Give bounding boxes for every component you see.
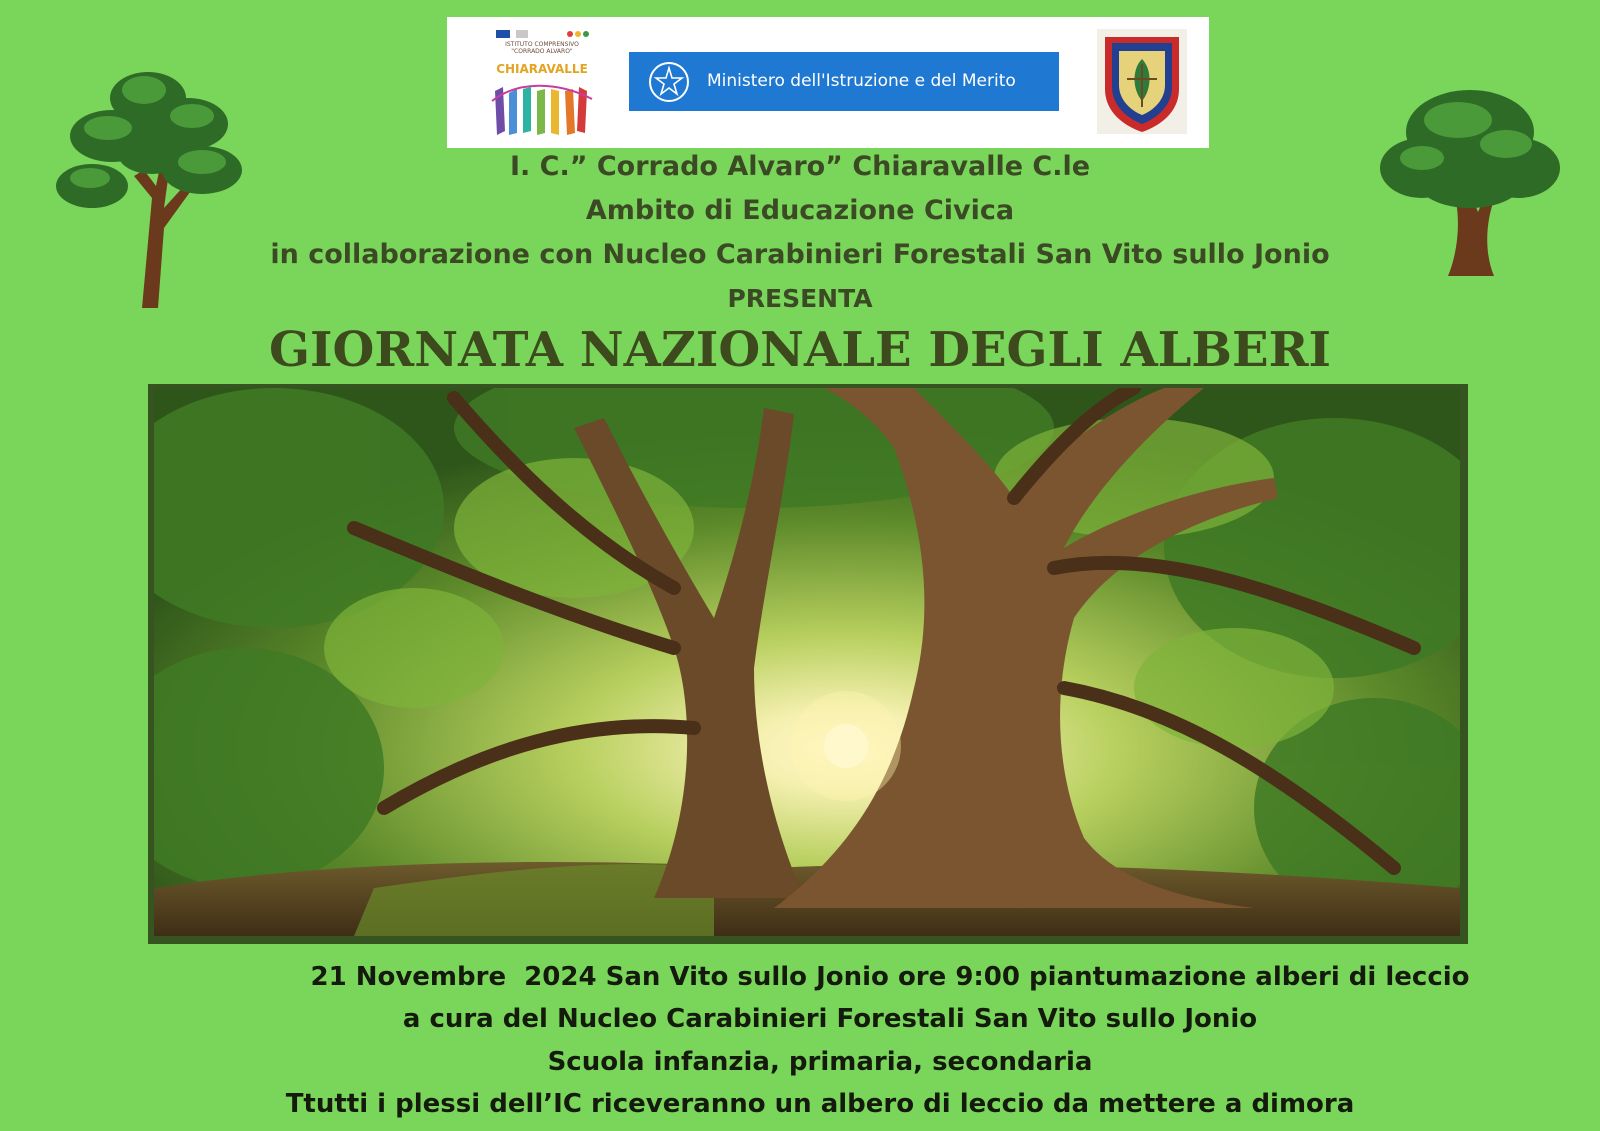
italian-republic-emblem-icon [647,60,691,104]
school-logo [487,29,597,137]
event-title: GIORNATA NAZIONALE DEGLI ALBERI [269,322,1331,378]
ministry-logo [629,52,1059,111]
organizer-line: I. C.” Corrado Alvaro” Chiaravalle C.le [509,151,1091,182]
event-date-location: 21 Novembre 2024 San Vito sullo Jonio ore 9:00 piantumazione alberi di leccio [310,962,1470,992]
pencils-icon [487,81,597,137]
hero-photo-frame [148,384,1468,944]
presenta-line: PRESENTA [727,284,873,313]
logo-banner [447,17,1209,148]
event-organizer: a cura del Nucleo Carabinieri Forestali San Vito sullo Jonio [402,1004,1258,1034]
ministry-name: Ministero dell'Istruzione e del Merito [707,71,1016,91]
event-note: Ttutti i plessi dell’IC riceveranno un albero di leccio da mettere a dimora [285,1089,1355,1119]
event-schools: Scuola infanzia, primaria, secondaria [547,1047,1093,1077]
carabinieri-crest-icon [1097,29,1187,134]
ancient-trees-photo [154,388,1460,936]
collaboration-line: in collaborazione con Nucleo Carabinieri Forestali San Vito sullo Jonio [270,239,1330,270]
school-logo-institute: ISTITUTO COMPRENSIVO "CORRADO ALVARO" [505,41,579,55]
school-logo-name: CHIARAVALLE [496,62,588,76]
left-tree-icon [52,58,244,310]
ambito-line: Ambito di Educazione Civica [585,195,1015,226]
